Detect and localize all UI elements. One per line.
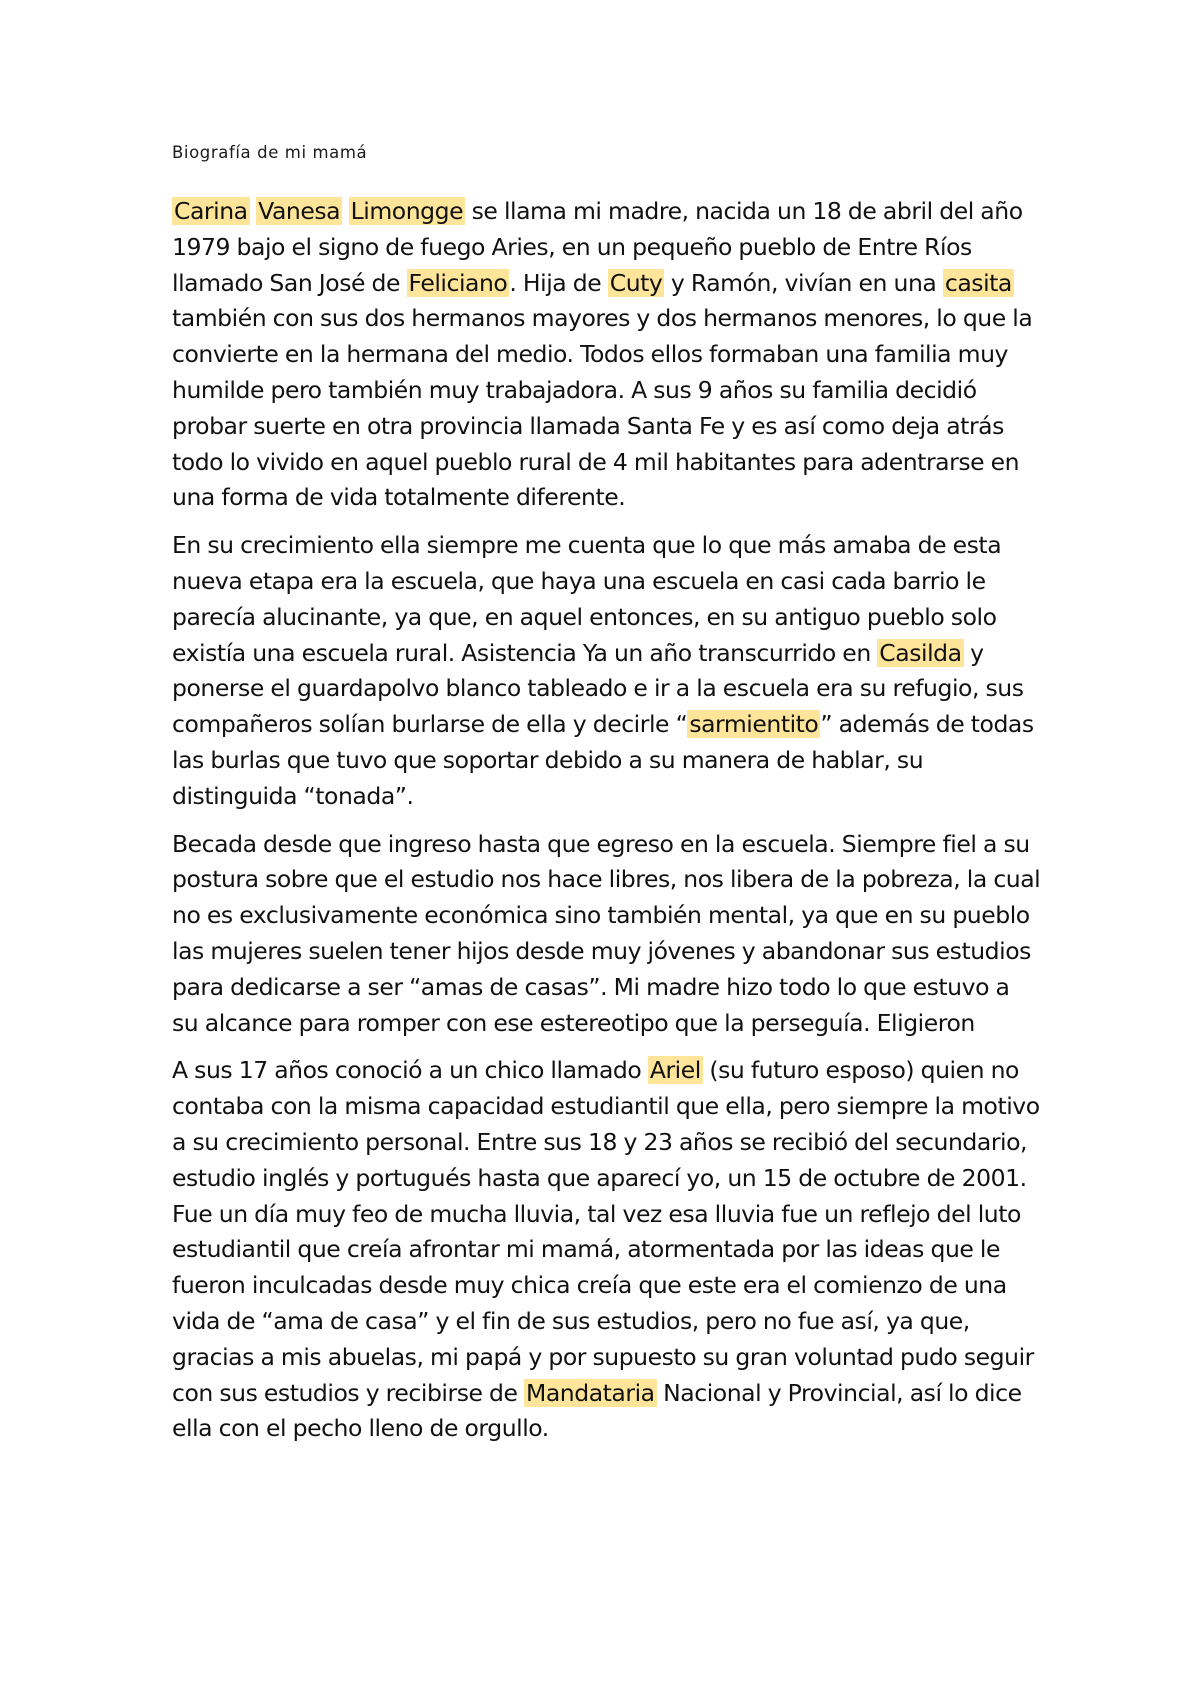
text-run	[342, 197, 349, 225]
paragraph	[172, 194, 1042, 516]
highlighted-word: Mandataria	[526, 1378, 655, 1407]
text-run: (su futuro esposo) quien no contaba con la misma capacidad estudiantil que ella, pero siempre la motivo a su crecimiento personal. Entre sus 18 y 23 años se recibió del secundario, estudio inglés y portugués hasta que aparecí yo, un 15 de octubre de 2001. Fue un día muy feo de mucha lluvia, tal vez esa lluvia fue un reflejo del luto estudiantil que creía afrontar mi mamá, atormentada por las ideas que le fueron inculcadas desde muy chica creía que este era el comienzo de una vida de “ama de casa” y el fin de sus estudios, pero no fue así, ya que, gracias a mis abuelas, mi papá y por supuesto su gran voluntad pudo seguir con sus estudios y recibirse de	[172, 1056, 1040, 1407]
text-run: se llama mi madre, nacida un 18 de abril del año 1979 bajo el signo de fuego Aries, en un pequeño pueblo de Entre Ríos llamado San José de	[172, 197, 1023, 297]
text-run: y ponerse el guardapolvo blanco tableado e ir a la escuela era su refugio, sus compañeros solían burlarse de ella y decirle “	[172, 638, 1024, 739]
highlighted-word: casita	[944, 268, 1012, 297]
paragraph-list	[172, 194, 1042, 1447]
highlighted-word: Cuty	[609, 268, 663, 297]
text-run: A sus 17 años conoció a un chico llamado	[172, 1056, 648, 1085]
highlighted-word: Feliciano	[408, 268, 508, 297]
text-run: Nacional y Provincial, así lo dice ella con el pecho lleno de orgullo.	[172, 1378, 1022, 1443]
text-run: ” además de todas las burlas que tuvo que soportar debido a su manera de hablar, su distinguida “tonada”.	[172, 710, 1034, 810]
text-run: también con sus dos hermanos mayores y dos hermanos menores, lo que la convierte en la hermana del medio. Todos ellos formaban una familia muy humilde pero también muy trabajadora. A sus 9 años su familia decidió probar suerte en otra provincia llamada Santa Fe y es así como deja atrás todo lo vivido en aquel pueblo rural de 4 mil habitantes para adentrarse en una forma de vida totalmente diferente.	[172, 304, 1033, 512]
text-run: y Ramón, vivían en una	[664, 268, 943, 297]
text-run: En su crecimiento ella siempre me cuenta que lo que más amaba de esta nueva etapa era la escuela, que haya una escuela en casi cada barrio le parecía alucinante, ya que, en aquel entonces, en su antiguo pueblo solo existía una escuela rural. Asistencia Ya un año transcurrido en	[172, 531, 1002, 667]
highlighted-word: sarmientito	[689, 710, 819, 739]
document-body	[172, 142, 1042, 1459]
highlighted-word: Carina	[174, 197, 248, 225]
document-title: Biografía de mi mamá	[172, 143, 368, 162]
paragraph	[172, 528, 1042, 814]
text-run: Becada desde que ingreso hasta que egreso en la escuela. Siempre fiel a su postura sobre que el estudio nos hace libres, nos libera de la pobreza, la cual no es exclusivamente económica sino también mental, ya que en su pueblo las mujeres suelen tener hijos desde muy jóvenes y abandonar sus estudios para dedicarse a ser “amas de casas”. Mi madre hizo todo lo que estuvo a su alcance para romper con ese estereotipo que la perseguía. Eligieron	[172, 829, 1041, 1037]
highlighted-word: Limongge	[350, 197, 464, 225]
text-run: . Hija de	[509, 268, 608, 297]
paragraph	[172, 1053, 1042, 1447]
highlighted-word: Ariel	[649, 1056, 701, 1085]
highlighted-word: Vanesa	[258, 197, 341, 225]
highlighted-word: Casilda	[879, 638, 962, 667]
paragraph	[172, 827, 1042, 1042]
